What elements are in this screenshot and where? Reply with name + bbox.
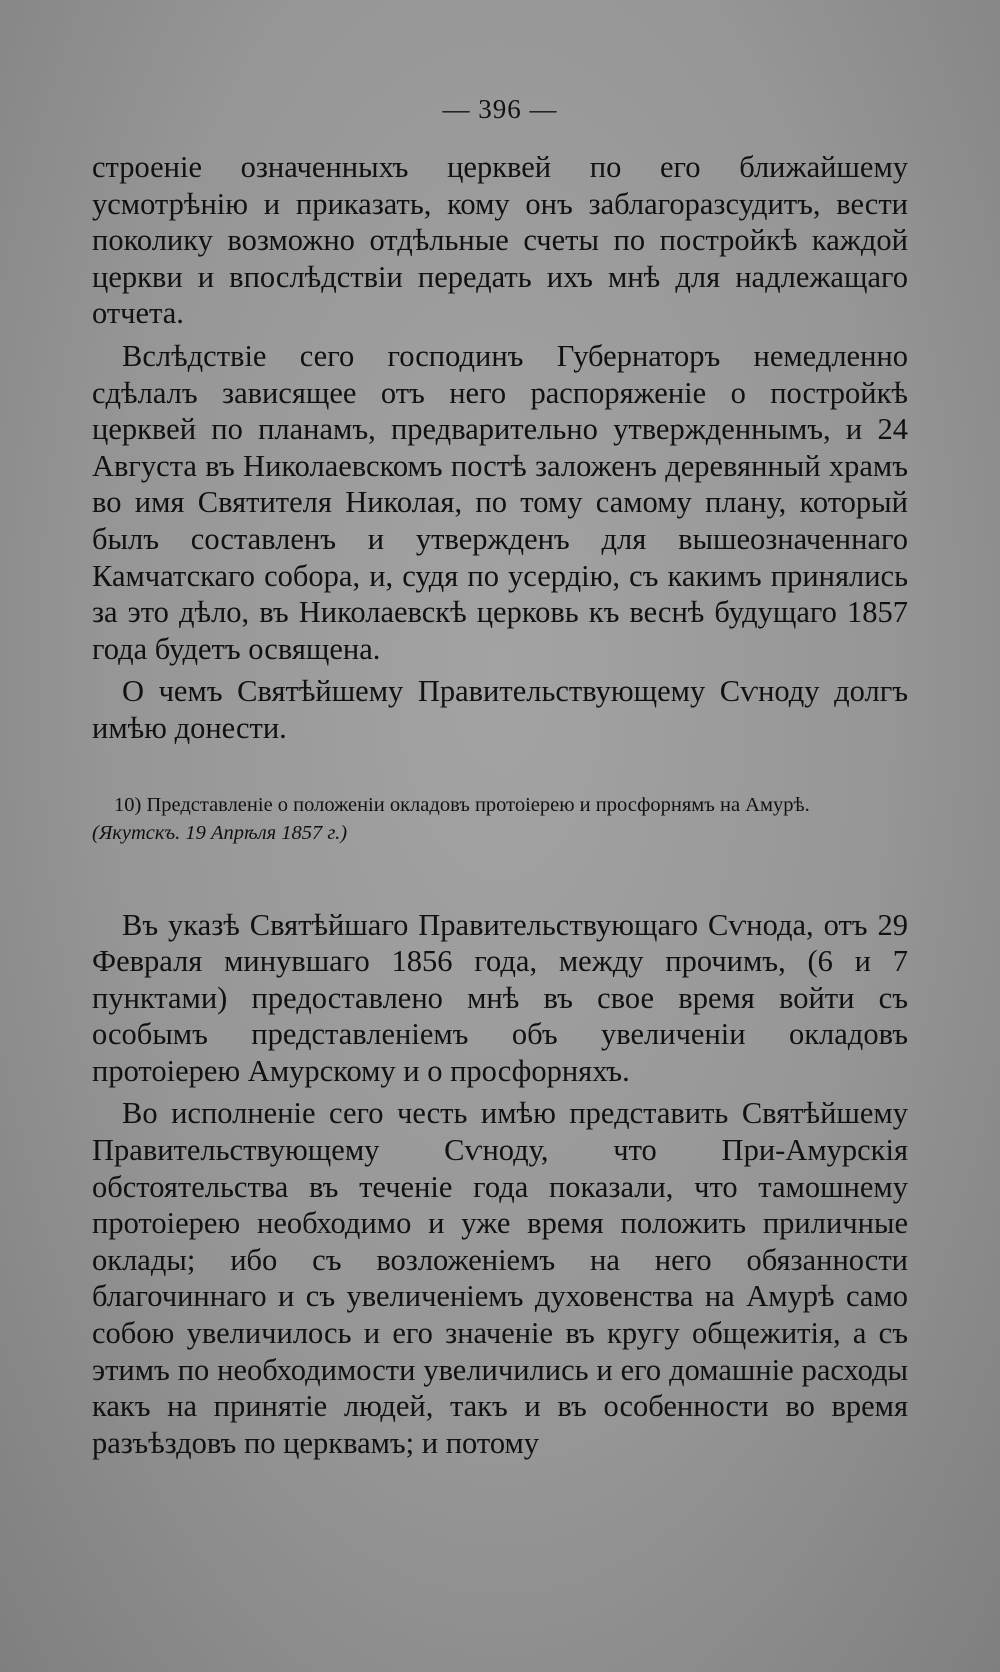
page-number: — 396 —	[442, 94, 558, 124]
paragraph-continued: строеніе означенныхъ церквей по его ближайшему усмотрѣнію и приказать, кому онъ заблагоразсудитъ, вести поколику возможно отдѣльные счеты по постройкѣ каждой церкви и впослѣдствіи передать ихъ мнѣ для надлежащаго отчета.	[92, 150, 908, 331]
section-heading	[92, 791, 908, 847]
section-title: 10) Представленіе о положеніи окладовъ протоіерею и просфорнямъ на Амурѣ.	[114, 793, 810, 816]
paragraph: Во исполненіе сего честь имѣю представить Святѣйшему Правительствующему Сѵноду, что При-Амурскія обстоятельства въ теченіе года показали, что тамошнему протоіерею необходимо и уже время положить приличные оклады; ибо съ возложеніемъ на него обязанности благочиннаго и съ увеличеніемъ духовенства на Амурѣ само собою увеличилось и его значеніе въ кругу общежитія, а съ этимъ по необходимости увеличились и его домашніе расходы какъ на принятіе людей, такъ и въ особенности во время разъѣздовъ по церквамъ; и потому	[92, 1096, 908, 1460]
paragraph: О чемъ Святѣйшему Правительствующему Сѵноду долгъ имѣю донести.	[92, 674, 908, 745]
section-source: (Якутскъ. 19 Апрѣля 1857 г.)	[92, 821, 348, 844]
paragraph: Въ указѣ Святѣйшаго Правительствующаго Сѵнода, отъ 29 Февраля минувшаго 1856 года, между прочимъ, (6 и 7 пунктами) предоставлено мнѣ въ свое время войти съ особымъ представленіемъ объ увеличеніи окладовъ протоіерею Амурскому и о просфорняхъ.	[92, 907, 908, 1088]
paragraph: Вслѣдствіе сего господинъ Губернаторъ немедленно сдѣлалъ зависящее отъ него распоряженіе о постройкѣ церквей по планамъ, предварительно утвержденнымъ, и 24 Августа въ Николаевскомъ постѣ заложенъ деревянный храмъ во имя Святителя Николая, по тому самому плану, который былъ составленъ и утвержденъ для вышеозначеннаго Камчатскаго собора, и, судя по усердію, съ какимъ принялись за это дѣло, въ Николаевскѣ церковь къ веснѣ будущаго 1857 года будетъ освящена.	[92, 338, 908, 666]
